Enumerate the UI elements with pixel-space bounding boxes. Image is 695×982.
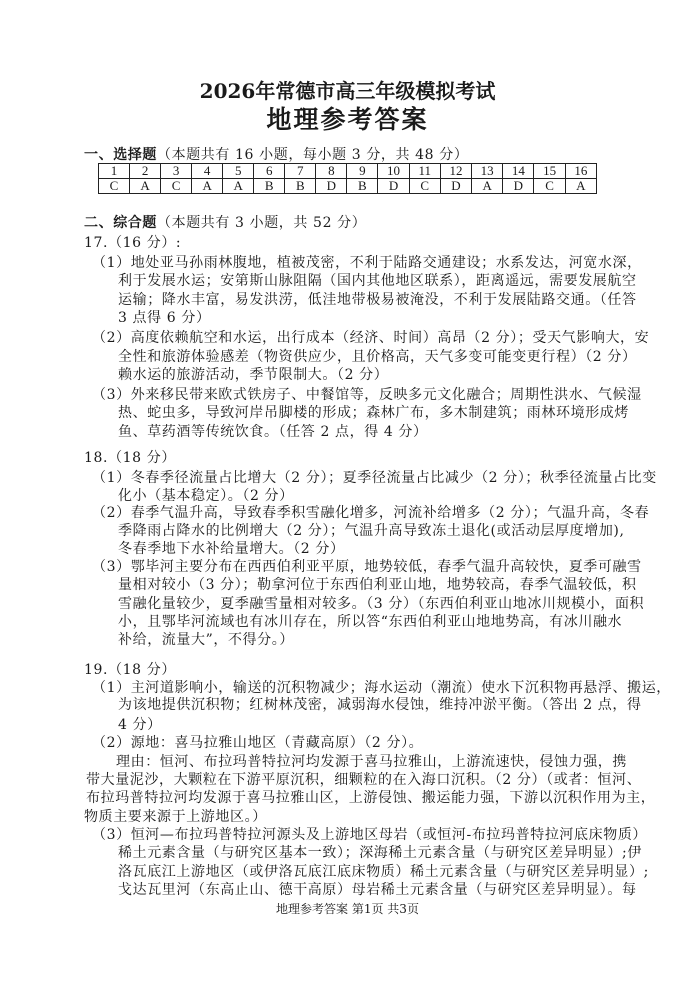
q17-line: 3 点得 6 分） xyxy=(118,310,211,326)
q19-line: （3）恒河—布拉玛普特拉河源头及上游地区母岩（或恒河-布拉玛普特拉河底床物质） xyxy=(92,827,648,843)
answer-cell: D xyxy=(503,179,534,194)
answer-cell: D xyxy=(316,179,347,194)
q19-line: 洛瓦底江上游地区（或伊洛瓦底江底床物质）稀土元素含量（与研究区差异明显）; xyxy=(118,864,649,880)
answer-cell: C xyxy=(409,179,440,194)
q19-line: （2）源地：喜马拉雅山地区（青藏高原）（2 分）。 xyxy=(92,735,424,751)
q18-line: 量相对较小（3 分）；勒拿河位于东西伯利亚山地，地势较高，春季气温较低，积 xyxy=(118,577,637,593)
question-number-cell: 11 xyxy=(409,164,440,179)
q18-label: 18.（18 分） xyxy=(84,450,176,466)
question-number-cell: 14 xyxy=(503,164,534,179)
exam-title: 2026年常德市高三年级模拟考试 xyxy=(199,79,496,103)
q18-line: （2）春季气温升高，导致春季积雪融化增多，河流补给增多（2 分）；气温升高，冬春 xyxy=(92,505,650,521)
question-number-cell: 6 xyxy=(254,164,285,179)
q17-line: 运输；降水丰富，易发洪涝，低洼地带极易被淹没，不利于发展陆路交通。（任答 xyxy=(118,292,637,308)
section1-note: （本题共有 16 小题，每小题 3 分，共 48 分） xyxy=(157,147,469,163)
question-number-cell: 16 xyxy=(565,164,596,179)
question-number-cell: 13 xyxy=(472,164,503,179)
q19-line: 物质主要来源于上游地区。） xyxy=(84,809,267,825)
q17-line: 热、蛇虫多，导致河岸吊脚楼的形成；森林广布，多木制建筑；雨林环境形成烤 xyxy=(118,405,629,421)
section2-title: 二、综合题 xyxy=(84,215,157,231)
question-number-cell: 9 xyxy=(347,164,378,179)
q18-line: 冬春季地下水补给量增大。（2 分） xyxy=(118,541,345,557)
question-number-cell: 3 xyxy=(161,164,192,179)
answer-row xyxy=(99,179,597,194)
q17-line: （1）地处亚马孙雨林腹地，植被茂密，不利于陆路交通建设；水系发达，河宽水深， xyxy=(92,255,642,271)
section2-heading xyxy=(84,214,366,232)
q17-line: （2）高度依赖航空和水运，出行成本（经济、时间）高昂（2 分）；受天气影响大，安 xyxy=(92,330,650,346)
q17-label: 17.（16 分）: xyxy=(84,235,182,251)
q19-line: 4 分） xyxy=(118,717,162,733)
q17-line: 鱼、草药酒等传统饮食。（任答 2 点，得 4 分） xyxy=(118,424,428,440)
answer-cell: B xyxy=(285,179,316,194)
section1-title: 一、选择题 xyxy=(84,147,157,163)
q18-line: （3）鄂毕河主要分布在西西伯利亚平原，地势较低，春季气温升高较快，夏季可融雪 xyxy=(92,559,642,575)
answer-cell: C xyxy=(161,179,192,194)
answer-cell: D xyxy=(440,179,471,194)
answer-cell: A xyxy=(223,179,254,194)
answer-cell: D xyxy=(378,179,409,194)
q18-line: 小，且鄂毕河流域也有冰川存在，所以答“东西伯利亚山地地势高，有冰川融水 xyxy=(118,614,623,630)
q17-line: 利于发展水运；安第斯山脉阻隔（国内其他地区联系），距离遥远，需要发展航空 xyxy=(118,273,637,289)
question-number-cell: 2 xyxy=(130,164,161,179)
q18-line: （1）冬春季径流量占比增大（2 分）；夏季径流量占比减少（2 分）；秋季径流量占比变 xyxy=(92,470,657,486)
q18-line: 化小（基本稳定）。（2 分） xyxy=(118,488,294,504)
q19-line: 理由：恒河、布拉玛普特拉河均发源于喜马拉雅山，上游流速快，侵蚀力强，携 xyxy=(116,754,627,770)
question-number-row xyxy=(99,164,597,179)
q17-line: （3）外来移民带来欧式铁房子、中餐馆等，反映多元文化融合；周期性洪水、气候湿 xyxy=(92,387,642,403)
answer-table xyxy=(98,163,597,194)
q17-line: 全性和旅游体验感差（物资供应少，且价格高，天气多变可能变更行程）（2 分） xyxy=(118,349,637,365)
q19-line: 带大量泥沙，大颗粒在下游平原沉积，细颗粒的在入海口沉积。（2 分）（或者：恒河、 xyxy=(86,772,642,788)
document-title: 地理参考答案 xyxy=(266,105,429,134)
question-number-cell: 1 xyxy=(99,164,130,179)
question-number-cell: 5 xyxy=(223,164,254,179)
question-number-cell: 15 xyxy=(534,164,565,179)
q19-line: 为该地提供沉积物；红树林茂密，减弱海水侵蚀，维持冲淤平衡。（答出 2 点，得 xyxy=(118,697,642,713)
question-number-cell: 4 xyxy=(192,164,223,179)
answer-cell: C xyxy=(534,179,565,194)
question-number-cell: 10 xyxy=(378,164,409,179)
answer-cell: A xyxy=(472,179,503,194)
q18-line: 雪融化量较少，夏季融雪量相对较多。（3 分）（东西伯利亚山地冰川规模小，面积 xyxy=(118,596,645,612)
answer-cell: B xyxy=(254,179,285,194)
answer-cell: B xyxy=(347,179,378,194)
section1-heading xyxy=(84,146,468,164)
page-footer: 地理参考答案 第1页 共3页 xyxy=(276,902,419,916)
q18-line: 季降雨占降水的比例增大（2 分）；气温升高导致冻土退化(或活动层厚度增加), xyxy=(118,523,625,539)
answer-cell: A xyxy=(130,179,161,194)
answer-cell: A xyxy=(565,179,596,194)
question-number-cell: 8 xyxy=(316,164,347,179)
question-number-cell: 12 xyxy=(440,164,471,179)
question-number-cell: 7 xyxy=(285,164,316,179)
answer-cell: C xyxy=(99,179,130,194)
answer-cell: A xyxy=(192,179,223,194)
q18-line: 补给，流量大”，不得分。） xyxy=(118,632,294,648)
q19-label: 19.（18 分） xyxy=(84,662,176,678)
q17-line: 赖水运的旅游活动，季节限制大。（2 分） xyxy=(118,367,389,383)
q19-line: 稀土元素含量（与研究区基本一致）；深海稀土元素含量（与研究区差异明显）;伊 xyxy=(118,845,642,861)
q19-line: 戈达瓦里河（东高止山、德干高原）母岩稀土元素含量（与研究区差异明显）。每 xyxy=(118,882,637,898)
q19-line: 布拉玛普特拉河均发源于喜马拉雅山区，上游侵蚀、搬运能力强，下游以沉积作用为主， xyxy=(86,790,656,806)
section2-note: （本题共有 3 小题，共 52 分） xyxy=(157,215,367,231)
q19-line: （1）主河道影响小，输送的沉积物减少；海水运动（潮流）使水下沉积物再悬浮、搬运， xyxy=(92,680,671,696)
